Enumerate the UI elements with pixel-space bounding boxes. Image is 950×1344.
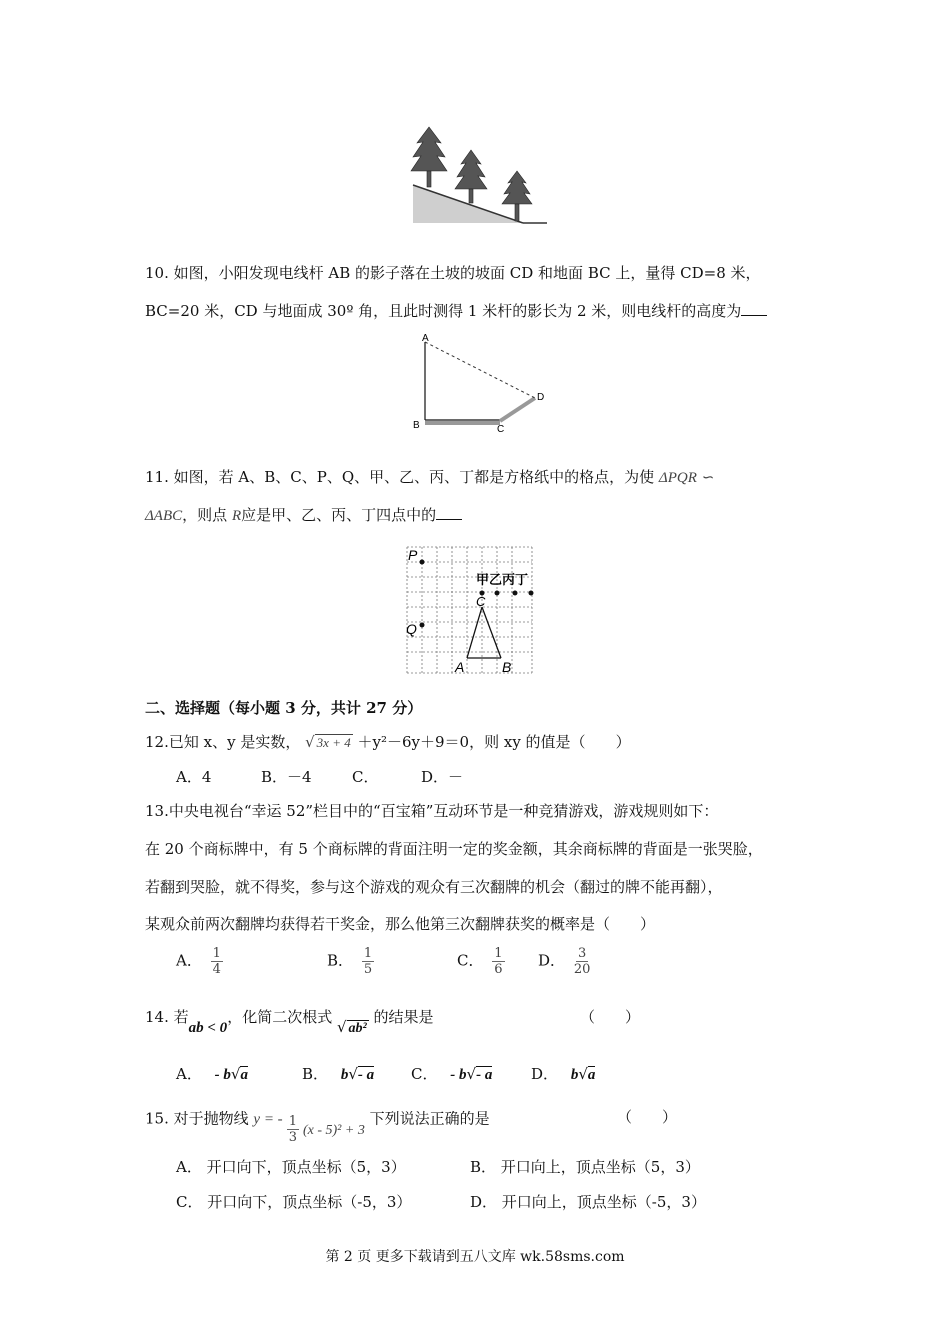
q10-label-d: D xyxy=(537,392,545,403)
q14-suffix: 的结果是 xyxy=(373,1008,434,1026)
q14-option-c-coef: - b xyxy=(450,1067,467,1083)
q11-line2-mid: ，则点 xyxy=(182,506,228,524)
q15-option-c[interactable]: C． 开口向下，顶点坐标（-5，3） xyxy=(176,1193,412,1211)
q12-option-b[interactable]: B．－4 xyxy=(261,768,312,786)
q15-eq-den: 3 xyxy=(288,1130,297,1145)
q11-label-p: P xyxy=(408,547,418,563)
q14-sqrt: √ ab² xyxy=(336,1018,367,1036)
q13-option-c-num: 1 xyxy=(494,946,503,961)
q11-line2-end: 应是甲、乙、丙、丁四点中的 xyxy=(241,506,437,524)
q13-option-a-num: 1 xyxy=(212,946,221,961)
q13-option-b-label: B． xyxy=(327,951,354,970)
q13-option-a-fraction xyxy=(211,946,223,977)
q14-option-a[interactable]: A． - b√a xyxy=(176,1065,248,1083)
q14-option-c[interactable]: C． - b√- a xyxy=(411,1065,493,1083)
q14-option-d[interactable]: D． b√a xyxy=(531,1065,596,1083)
q15-eq-lhs: y = - xyxy=(253,1111,283,1128)
q12-stem xyxy=(145,731,631,752)
q14-option-b-coef: b xyxy=(340,1067,349,1083)
q13-line2: 在 20 个商标牌中，有 5 个商标牌的背面注明一定的奖金额，其余商标牌的背面是一张哭脸， xyxy=(145,840,763,858)
q13-option-c-label: C． xyxy=(457,951,484,970)
q13-option-b-num: 1 xyxy=(363,946,373,961)
q12-option-a[interactable]: A．4 xyxy=(176,768,212,786)
q13-option-d-den: 20 xyxy=(573,962,591,977)
q12-stem-b: ＋y²－6y＋9＝0，则 xy 的值是（ ） xyxy=(357,733,631,751)
q11-line1 xyxy=(145,466,713,487)
q15-answer-paren: （ ） xyxy=(617,1108,678,1126)
q14-option-b-rad: - a xyxy=(357,1067,375,1083)
q10-line1: 10. 如图，小阳发现电线杆 AB 的影子落在土坡的坡面 CD 和地面 BC 上，量得 CD=8 米， xyxy=(145,264,761,282)
q14-radicand: ab² xyxy=(348,1021,367,1036)
q10-label-a: A xyxy=(422,333,429,344)
q13-option-d-num: 3 xyxy=(577,946,587,961)
q11-candidate-points-label: 甲乙丙丁 xyxy=(476,572,529,587)
q13-option-a[interactable] xyxy=(176,946,227,977)
q15-option-d[interactable]: D． 开口向上，顶点坐标（-5，3） xyxy=(470,1193,706,1211)
q12-radicand: 3x + 4 xyxy=(316,735,351,750)
q11-line2 xyxy=(145,504,462,525)
q13-option-a-den: 4 xyxy=(212,962,221,977)
q15-stem xyxy=(145,1104,490,1145)
q13-option-d-fraction xyxy=(574,946,591,977)
q13-line4: 某观众前两次翻牌均获得若干奖金，那么他第三次翻牌获奖的概率是（ ） xyxy=(145,915,656,933)
q11-label-q: Q xyxy=(406,621,417,637)
q10-pole-figure xyxy=(405,328,555,433)
q14-option-d-rad: a xyxy=(587,1067,596,1083)
q13-option-b[interactable] xyxy=(327,946,378,977)
q11-label-a: A xyxy=(455,659,465,675)
q14-stem xyxy=(145,1006,434,1036)
q11-grid-figure xyxy=(404,544,540,676)
q13-option-b-den: 5 xyxy=(363,962,373,977)
section2-heading: 二、选择题（每小题 3 分，共计 27 分） xyxy=(145,699,423,717)
q14-option-a-rad: a xyxy=(240,1067,248,1083)
q15-suffix: 下列说法正确的是 xyxy=(369,1109,490,1128)
q11-label-b: B xyxy=(502,659,512,675)
q10-label-c: C xyxy=(497,424,505,433)
q14-option-a-label: A． xyxy=(176,1065,202,1083)
q14-middle: ，化简二次根式 xyxy=(227,1008,333,1026)
q15-option-a[interactable]: A． 开口向下，顶点坐标（5，3） xyxy=(176,1158,406,1176)
q13-option-d-label: D． xyxy=(538,951,566,970)
q14-option-c-label: C． xyxy=(411,1065,438,1083)
q11-point-r: R xyxy=(231,508,242,524)
q13-line1: 13.中央电视台“幸运 52”栏目中的“百宝箱”互动环节是一种竞猜游戏，游戏规则如下： xyxy=(145,802,719,820)
q14-option-c-rad: - a xyxy=(476,1067,493,1083)
q12-option-d[interactable]: D．－ xyxy=(421,768,464,786)
q11-similarity-pqr: ΔPQR ∽ xyxy=(658,470,714,486)
q13-option-d[interactable] xyxy=(538,946,594,977)
q11-label-c: C xyxy=(476,594,486,609)
q13-line3: 若翻到哭脸，就不得奖，参与这个游戏的观众有三次翻牌的机会（翻过的牌不能再翻）， xyxy=(145,878,723,896)
trees-on-slope-figure xyxy=(405,125,550,225)
q15-option-b[interactable]: B． 开口向上，顶点坐标（5，3） xyxy=(470,1158,700,1176)
q13-option-a-label: A． xyxy=(176,951,202,970)
q14-option-b-label: B． xyxy=(302,1065,329,1083)
q14-answer-paren: （ ） xyxy=(580,1008,641,1026)
q15-eq-rhs: (x - 5)² + 3 xyxy=(302,1122,365,1138)
q12-option-c[interactable]: C． xyxy=(352,768,379,786)
q14-prefix: 14. 若 xyxy=(145,1008,189,1026)
q13-option-c-fraction xyxy=(492,946,504,977)
q12-sqrt: √ 3x + 4 xyxy=(305,733,351,751)
q13-option-c[interactable] xyxy=(457,946,509,977)
q15-eq-fraction xyxy=(287,1114,299,1145)
q11-line1-text: 11. 如图，若 A、B、C、P、Q、甲、乙、丙、丁都是方格纸中的格点，为使 xyxy=(145,468,655,486)
q13-option-c-den: 6 xyxy=(494,962,503,977)
q14-option-b[interactable]: B． b√- a xyxy=(302,1065,375,1083)
q14-option-d-label: D． xyxy=(531,1065,559,1083)
q10-answer-blank xyxy=(741,301,767,316)
q14-condition: ab < 0 xyxy=(188,1020,228,1036)
q15-prefix: 15. 对于抛物线 xyxy=(145,1109,249,1128)
q14-option-d-coef: b xyxy=(570,1067,579,1083)
page-footer: 第 2 页 更多下载请到五八文库 wk.58sms.com xyxy=(325,1249,625,1265)
q10-line2 xyxy=(145,300,767,321)
q11-answer-blank xyxy=(436,505,462,520)
q10-line2-text: BC=20 米，CD 与地面成 30º 角，且此时测得 1 米杆的影长为 2 米，则电线杆的高度为 xyxy=(145,302,742,320)
q12-stem-a: 12.已知 x、y 是实数， xyxy=(145,733,301,751)
q15-eq-num: 1 xyxy=(288,1114,297,1129)
q14-option-a-coef: - b xyxy=(214,1067,231,1083)
q11-similarity-abc: ΔABC xyxy=(145,508,183,524)
q10-label-b: B xyxy=(413,420,420,431)
q13-option-b-fraction xyxy=(362,946,374,977)
